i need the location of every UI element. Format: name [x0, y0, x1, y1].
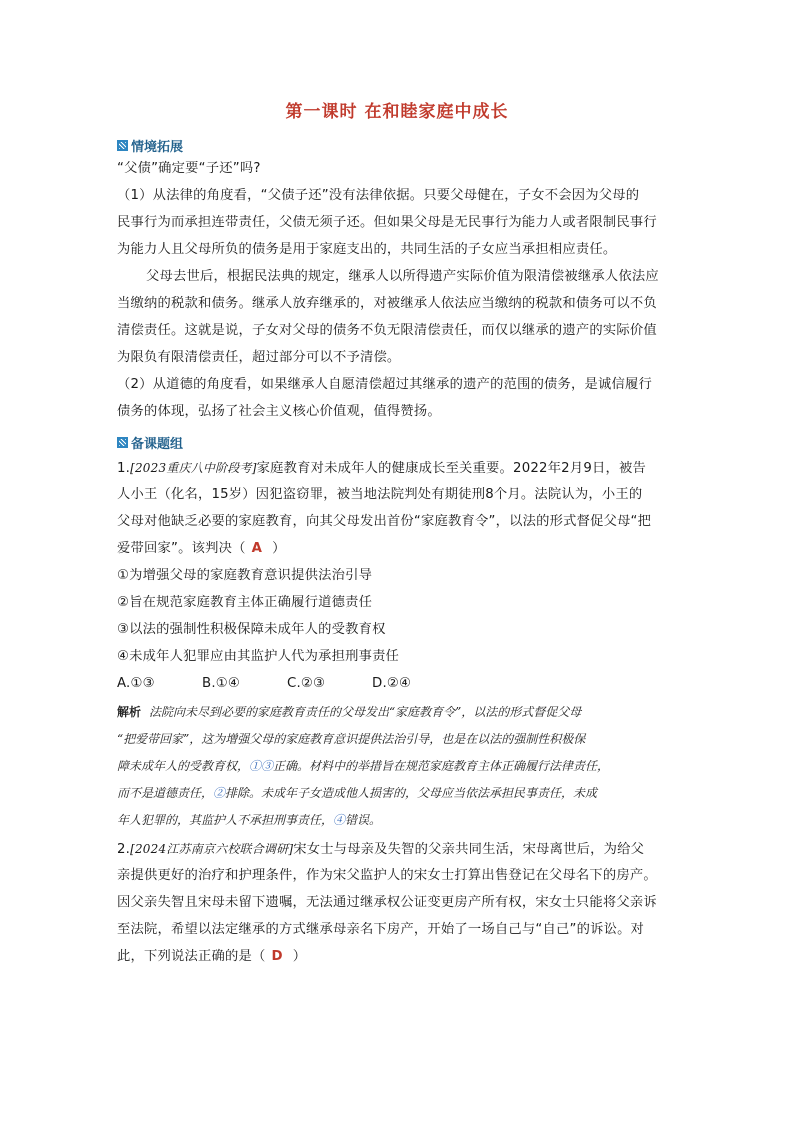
explanation-text: 错误。 [345, 813, 382, 827]
context-text: （2）从道德的角度看，如果继承人自愿清偿超过其继承的遗产的范围的债务，是诚信履行 [117, 377, 653, 392]
explanation-text: “把爱带回家”，这为增强父母的家庭教育意识提供法治引导，也是在以法的强制性积极保 [117, 732, 586, 746]
question-number: 2. [117, 842, 131, 857]
option-a: A.①③ [117, 676, 155, 691]
question-text: 爱带回家”。该判决（ [117, 541, 246, 556]
statement-item: ④未成年人犯罪应由其监护人代为承担刑事责任 [117, 649, 400, 664]
context-text: 债务的体现，弘扬了社会主义核心价值观，值得赞扬。 [117, 404, 441, 419]
question-text: ） [272, 541, 286, 556]
context-text: 清偿责任。这就是说，子女对父母的债务不负无限清偿责任，而仅以继承的遗产的实际价值 [117, 323, 657, 338]
context-text: 为限负有限清偿责任，超过部分可以不予清偿。 [117, 350, 401, 365]
explanation-text: 法院向未尽到必要的家庭教育责任的父母发出“家庭教育令”，以法的形式督促父母 [149, 705, 582, 719]
section-label: 情境拓展 [131, 140, 184, 155]
option-c: C.②③ [287, 676, 326, 691]
explanation-text: 障未成年人的受教育权， [117, 759, 250, 773]
highlight-numbers: ② [213, 786, 226, 800]
context-text: 当缴纳的税款和债务。继承人放弃继承的，对被继承人依法应当缴纳的税款和债务可以不负 [117, 296, 657, 311]
statement-item: ②旨在规范家庭教育主体正确履行道德责任 [117, 595, 373, 610]
explanation-line [117, 757, 677, 775]
question-text: 人小王（化名，15岁）因犯盗窃罪，被当地法院判处有期徒刑8个月。法院认为，小王的 [117, 487, 643, 502]
question-number: 1. [117, 461, 131, 476]
section-heading-questions [117, 433, 183, 452]
answer-letter: A [251, 541, 263, 556]
question-text: 家庭教育对未成年人的健康成长至关重要。2022年2月9日，被告 [256, 461, 646, 476]
highlight-numbers: ①③ [249, 759, 274, 773]
highlight-numbers: ④ [333, 813, 346, 827]
explanation-text: 排除。未成年子女造成他人损害的，父母应当依法承担民事责任，未成 [225, 786, 598, 800]
explanation-label: 解析 [117, 705, 142, 719]
page-title: 第一课时 在和睦家庭中成长 [285, 102, 509, 122]
section-marker-icon [117, 437, 128, 448]
question-text: 至法院，希望以法定继承的方式继承母亲名下房产，开始了一场自己与“自己”的诉讼。对 [117, 922, 645, 937]
option-b: B.①④ [202, 676, 240, 691]
question-1-line [117, 459, 677, 478]
context-text: （1）从法律的角度看，“父债子还”没有法律依据。只要父母健在，子女不会因为父母的 [117, 188, 640, 203]
explanation-line [117, 811, 677, 829]
context-text: 为能力人且父母所负的债务是用于家庭支出的，共同生活的子女应当承担相应责任。 [117, 242, 617, 257]
statement-item: ③以法的强制性积极保障未成年人的受教育权 [117, 622, 386, 637]
question-source: [2024江苏南京六校联合调研] [130, 842, 294, 856]
context-text: 民事行为而承担连带责任，父债无须子还。但如果父母是无民事行为能力人或者限制民事行 [117, 215, 657, 230]
question-text: 宋女士与母亲及失智的父亲共同生活，宋母离世后，为给父 [293, 842, 645, 857]
question-text: 因父亲失智且宋母未留下遗嘱，无法通过继承权公证变更房产所有权，宋女士只能将父亲诉 [117, 895, 657, 910]
context-heading: “父债”确定要“子还”吗? [117, 161, 261, 176]
explanation-text: 而不是道德责任， [117, 786, 214, 800]
explanation-line [117, 703, 677, 721]
question-2-stem-end [117, 948, 677, 966]
question-text: 此，下列说法正确的是（ [117, 949, 266, 964]
explanation-text: 正确。材料中的举措旨在规范家庭教育主体正确履行法律责任， [273, 759, 610, 773]
question-2-line [117, 840, 677, 859]
context-text: 父母去世后，根据民法典的规定，继承人以所得遗产实际价值为限清偿被继承人依法应 [146, 269, 659, 284]
question-text: 父母对他缺乏必要的家庭教育，向其父母发出首份“家庭教育令”，以法的形式督促父母“把 [117, 514, 652, 529]
question-1-stem-end [117, 540, 677, 558]
explanation-line [117, 784, 677, 802]
section-label: 备课题组 [131, 437, 184, 452]
section-heading-context [117, 136, 183, 155]
question-source: [2023重庆八中阶段考] [130, 461, 257, 475]
answer-options [117, 675, 677, 693]
section-marker-icon [117, 140, 128, 151]
explanation-text: 年人犯罪的，其监护人不承担刑事责任， [117, 813, 334, 827]
answer-letter: D [271, 949, 283, 964]
question-text: ） [292, 949, 307, 964]
statement-item: ①为增强父母的家庭教育意识提供法治引导 [117, 568, 373, 583]
option-d: D.②④ [372, 676, 412, 691]
question-text: 亲提供更好的治疗和护理条件，作为宋父监护人的宋女士打算出售登记在父母名下的房产。 [117, 868, 657, 883]
